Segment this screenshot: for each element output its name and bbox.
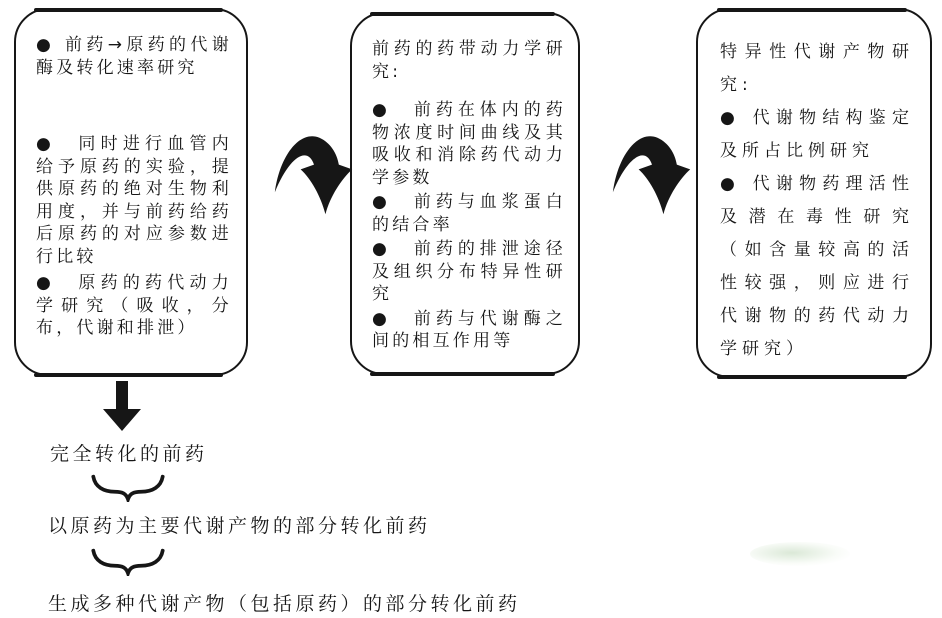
box-prodrug-pharmacokinetic-studies [350,12,580,375]
underbrace-icon [88,472,168,502]
box3-bullet-activity-toxicity: ● 代谢物药理活性及潜在毒性研究（如含量较高的活性较强，则应进行代谢物的药代动力学研究） [720,174,914,359]
box2-bullet-concentration-time-curve: ● 前药在体内的药物浓度时间曲线及其吸收和消除药代动力学参数 [372,100,566,188]
box1-bullet-conversion-rate: ● 前药→原药的代谢酶及转化速率研究 [36,35,232,78]
box3-header: 特异性代谢产物研究: [720,42,914,95]
box2-bullet-excretion-distribution: ● 前药的排泄途径及组织分布特异性研究 [372,239,566,304]
box2-header: 前药的药带动力学研究: [372,39,566,82]
box-prodrug-to-parent-drug-studies [14,8,248,376]
box3-bullet-structure-identification: ● 代谢物结构鉴定及所占比例研究 [720,108,914,161]
curved-arrow-icon [608,114,696,219]
outcome-partial-conversion-multiple-metabolites: 生成多种代谢产物（包括原药）的部分转化前药 [48,593,521,615]
curved-arrow-icon [270,114,358,219]
outcome-partial-conversion-parent-major: 以原药为主要代谢产物的部分转化前药 [48,515,431,537]
watermark-smudge [750,542,850,566]
box2-bullet-enzyme-interaction: ● 前药与代谢酶之间的相互作用等 [372,308,566,351]
box-specific-metabolite-studies [696,8,932,378]
box1-bullet-parent-drug-pk: ● 原药的药代动力学研究（吸收，分布，代谢和排泄） [36,273,232,338]
underbrace-icon [88,546,168,576]
outcome-fully-converted-prodrug: 完全转化的前药 [50,443,208,465]
down-arrow-icon [103,381,141,431]
box2-bullet-plasma-protein-binding: ● 前药与血浆蛋白的结合率 [372,192,566,235]
box1-bullet-iv-parent-drug-experiment: ● 同时进行血管内给予原药的实验，提供原药的绝对生物利用度，并与前药给药后原药的对应参数进行比较 [36,134,232,267]
